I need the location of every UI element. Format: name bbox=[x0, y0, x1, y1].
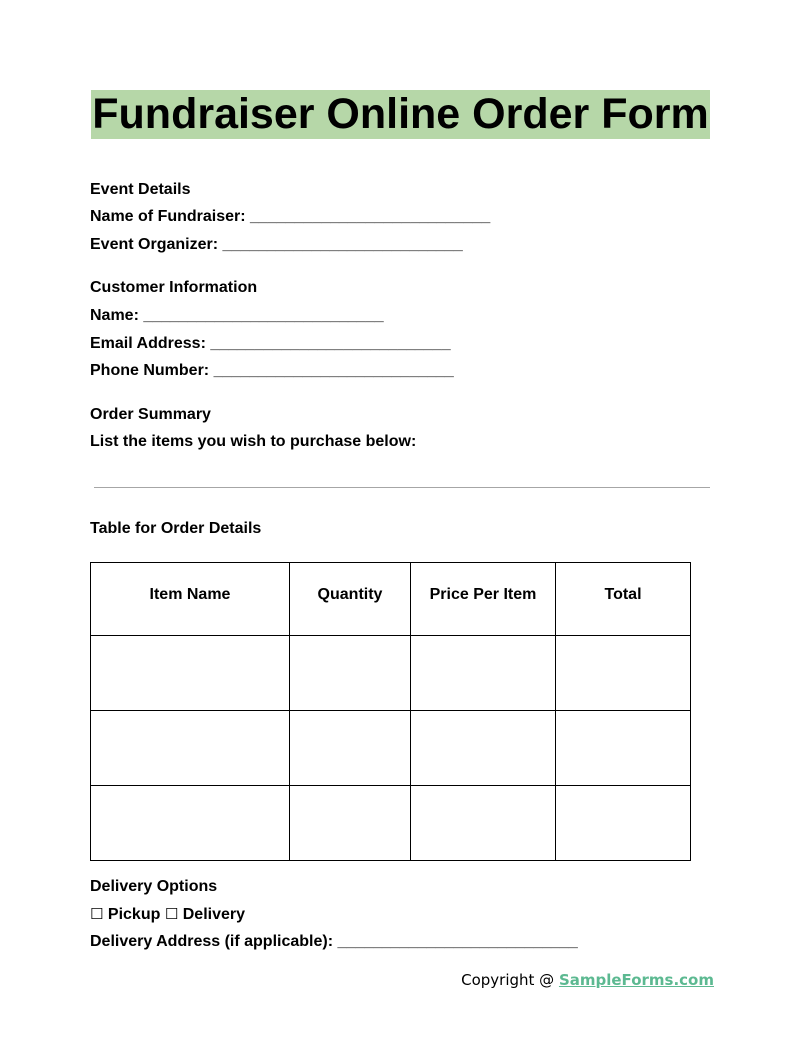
pickup-label: Pickup bbox=[107, 906, 161, 923]
table-cell[interactable] bbox=[290, 711, 411, 786]
phone-number-field: Phone Number: ___________________________ bbox=[90, 362, 454, 379]
column-header-item-name: Item Name bbox=[91, 563, 290, 636]
table-cell[interactable] bbox=[556, 636, 691, 711]
table-heading: Table for Order Details bbox=[90, 520, 262, 537]
fundraiser-name-field: Name of Fundraiser: ___________________________ bbox=[90, 208, 491, 225]
event-details-heading: Event Details bbox=[90, 181, 191, 198]
table-row bbox=[91, 711, 691, 786]
table-cell[interactable] bbox=[556, 786, 691, 861]
pickup-checkbox[interactable]: ☐ bbox=[90, 905, 104, 923]
table-cell[interactable] bbox=[290, 786, 411, 861]
delivery-checkbox[interactable]: ☐ bbox=[164, 905, 179, 923]
table-row bbox=[91, 786, 691, 861]
table-cell[interactable] bbox=[91, 636, 290, 711]
brand-link[interactable]: SampleForms.com bbox=[558, 971, 714, 989]
table-cell[interactable] bbox=[411, 786, 556, 861]
delivery-options-row bbox=[90, 904, 245, 925]
copyright-prefix: Copyright @ bbox=[461, 971, 559, 989]
customer-info-heading: Customer Information bbox=[90, 279, 258, 296]
table-cell[interactable] bbox=[556, 711, 691, 786]
order-summary-instruction: List the items you wish to purchase below: bbox=[90, 433, 417, 450]
column-header-total: Total bbox=[556, 563, 691, 636]
column-header-price-per-item: Price Per Item bbox=[411, 563, 556, 636]
page-title: Fundraiser Online Order Form bbox=[92, 90, 709, 138]
order-details-table bbox=[90, 562, 691, 861]
order-summary-heading: Order Summary bbox=[90, 406, 211, 423]
copyright-notice bbox=[461, 971, 714, 989]
column-header-quantity: Quantity bbox=[290, 563, 411, 636]
title-wrapper bbox=[0, 90, 801, 139]
table-cell[interactable] bbox=[91, 786, 290, 861]
table-cell[interactable] bbox=[411, 636, 556, 711]
table-cell[interactable] bbox=[91, 711, 290, 786]
delivery-address-field: Delivery Address (if applicable): ___________________________ bbox=[90, 933, 578, 950]
table-cell[interactable] bbox=[411, 711, 556, 786]
table-row bbox=[91, 636, 691, 711]
delivery-label: Delivery bbox=[182, 906, 245, 923]
event-organizer-field: Event Organizer: ___________________________ bbox=[90, 236, 463, 253]
delivery-options-heading: Delivery Options bbox=[90, 878, 218, 895]
table-cell[interactable] bbox=[290, 636, 411, 711]
table-header-row bbox=[91, 563, 691, 636]
email-address-field: Email Address: ___________________________ bbox=[90, 335, 451, 352]
divider-line bbox=[94, 487, 710, 488]
customer-name-field: Name: ___________________________ bbox=[90, 307, 384, 324]
